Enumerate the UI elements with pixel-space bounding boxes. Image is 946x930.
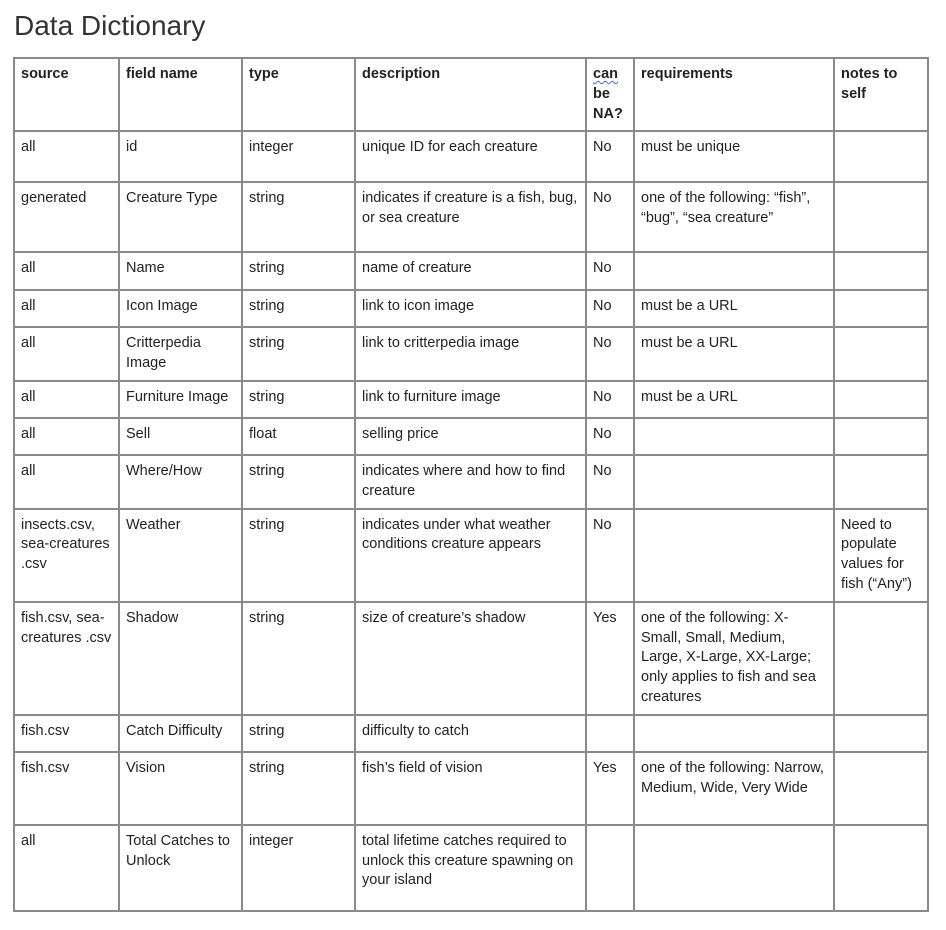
cell-type: integer xyxy=(242,131,355,182)
cell-source: all xyxy=(14,455,119,509)
header-description: description xyxy=(355,58,586,131)
cell-description: unique ID for each creature xyxy=(355,131,586,182)
cell-field-name: Name xyxy=(119,252,242,290)
cell-source: generated xyxy=(14,182,119,252)
table-row xyxy=(14,182,928,252)
cell-type: string xyxy=(242,327,355,381)
cell-notes xyxy=(834,131,928,182)
table-row xyxy=(14,455,928,509)
cell-source: all xyxy=(14,252,119,290)
table-row xyxy=(14,381,928,418)
cell-type: string xyxy=(242,290,355,327)
cell-notes xyxy=(834,381,928,418)
cell-can-be-na: No xyxy=(586,252,634,290)
cell-can-be-na: No xyxy=(586,327,634,381)
header-row xyxy=(14,58,928,131)
cell-notes xyxy=(834,715,928,752)
cell-requirements: one of the following: X-Small, Small, Medium, Large, X-Large, XX-Large; only applies to fish and sea creatures xyxy=(634,602,834,715)
cell-type: string xyxy=(242,455,355,509)
cell-can-be-na: Yes xyxy=(586,602,634,715)
cell-source: all xyxy=(14,131,119,182)
cell-type: string xyxy=(242,602,355,715)
cell-source: fish.csv, sea-creatures .csv xyxy=(14,602,119,715)
cell-description: difficulty to catch xyxy=(355,715,586,752)
cell-source: fish.csv xyxy=(14,715,119,752)
table-row xyxy=(14,825,928,911)
header-requirements: requirements xyxy=(634,58,834,131)
cell-field-name: Sell xyxy=(119,418,242,455)
cell-field-name: Icon Image xyxy=(119,290,242,327)
cell-description: indicates if creature is a fish, bug, or sea creature xyxy=(355,182,586,252)
cell-description: indicates under what weather conditions creature appears xyxy=(355,509,586,602)
header-can-be-na-line1: can xyxy=(593,66,618,82)
cell-notes xyxy=(834,752,928,825)
cell-field-name: id xyxy=(119,131,242,182)
cell-notes xyxy=(834,825,928,911)
cell-requirements: one of the following: “fish”, “bug”, “sea creature” xyxy=(634,182,834,252)
cell-requirements xyxy=(634,252,834,290)
cell-can-be-na: No xyxy=(586,381,634,418)
cell-source: all xyxy=(14,381,119,418)
table-row xyxy=(14,752,928,825)
cell-description: link to icon image xyxy=(355,290,586,327)
cell-type: string xyxy=(242,182,355,252)
cell-requirements: must be unique xyxy=(634,131,834,182)
cell-source: insects.csv, sea-creatures .csv xyxy=(14,509,119,602)
cell-description: link to furniture image xyxy=(355,381,586,418)
cell-field-name: Critterpedia Image xyxy=(119,327,242,381)
cell-requirements xyxy=(634,715,834,752)
cell-notes xyxy=(834,327,928,381)
table-row xyxy=(14,131,928,182)
cell-description: name of creature xyxy=(355,252,586,290)
cell-can-be-na xyxy=(586,715,634,752)
header-can-be-na-line3: NA? xyxy=(593,105,623,122)
cell-notes xyxy=(834,290,928,327)
cell-description: total lifetime catches required to unlock this creature spawning on your island xyxy=(355,825,586,911)
data-dictionary-table xyxy=(13,57,929,912)
table-row xyxy=(14,602,928,715)
cell-requirements: must be a URL xyxy=(634,290,834,327)
cell-can-be-na: No xyxy=(586,455,634,509)
cell-description: indicates where and how to find creature xyxy=(355,455,586,509)
header-notes: notes to self xyxy=(834,58,928,131)
cell-description: fish’s field of vision xyxy=(355,752,586,825)
cell-field-name: Total Catches to Unlock xyxy=(119,825,242,911)
cell-source: all xyxy=(14,418,119,455)
cell-type: string xyxy=(242,715,355,752)
cell-field-name: Shadow xyxy=(119,602,242,715)
cell-can-be-na: No xyxy=(586,418,634,455)
cell-field-name: Where/How xyxy=(119,455,242,509)
cell-description: link to critterpedia image xyxy=(355,327,586,381)
cell-type: string xyxy=(242,381,355,418)
cell-notes: Need to populate values for fish (“Any”) xyxy=(834,509,928,602)
header-field-name: field name xyxy=(119,58,242,131)
table-row xyxy=(14,290,928,327)
cell-description: size of creature’s shadow xyxy=(355,602,586,715)
cell-requirements xyxy=(634,455,834,509)
cell-field-name: Creature Type xyxy=(119,182,242,252)
cell-type: integer xyxy=(242,825,355,911)
table-row xyxy=(14,509,928,602)
cell-description: selling price xyxy=(355,418,586,455)
cell-source: all xyxy=(14,290,119,327)
page-title: Data Dictionary xyxy=(14,10,206,41)
cell-field-name: Catch Difficulty xyxy=(119,715,242,752)
cell-field-name: Vision xyxy=(119,752,242,825)
cell-type: string xyxy=(242,252,355,290)
header-type: type xyxy=(242,58,355,131)
table-row xyxy=(14,715,928,752)
cell-type: string xyxy=(242,509,355,602)
cell-requirements: must be a URL xyxy=(634,327,834,381)
header-can-be-na-line2: be xyxy=(593,85,610,102)
header-can-be-na xyxy=(586,58,634,131)
cell-type: string xyxy=(242,752,355,825)
cell-notes xyxy=(834,252,928,290)
cell-source: all xyxy=(14,327,119,381)
cell-source: fish.csv xyxy=(14,752,119,825)
cell-can-be-na: Yes xyxy=(586,752,634,825)
cell-can-be-na: No xyxy=(586,182,634,252)
cell-notes xyxy=(834,418,928,455)
cell-notes xyxy=(834,182,928,252)
cell-notes xyxy=(834,602,928,715)
cell-can-be-na: No xyxy=(586,509,634,602)
table-row xyxy=(14,327,928,381)
cell-source: all xyxy=(14,825,119,911)
table-row xyxy=(14,252,928,290)
cell-requirements: one of the following: Narrow, Medium, Wide, Very Wide xyxy=(634,752,834,825)
cell-requirements xyxy=(634,509,834,602)
cell-field-name: Furniture Image xyxy=(119,381,242,418)
cell-type: float xyxy=(242,418,355,455)
cell-requirements xyxy=(634,418,834,455)
cell-can-be-na: No xyxy=(586,290,634,327)
cell-can-be-na: No xyxy=(586,131,634,182)
cell-can-be-na xyxy=(586,825,634,911)
cell-field-name: Weather xyxy=(119,509,242,602)
cell-requirements xyxy=(634,825,834,911)
cell-requirements: must be a URL xyxy=(634,381,834,418)
header-source: source xyxy=(14,58,119,131)
cell-notes xyxy=(834,455,928,509)
table-row xyxy=(14,418,928,455)
